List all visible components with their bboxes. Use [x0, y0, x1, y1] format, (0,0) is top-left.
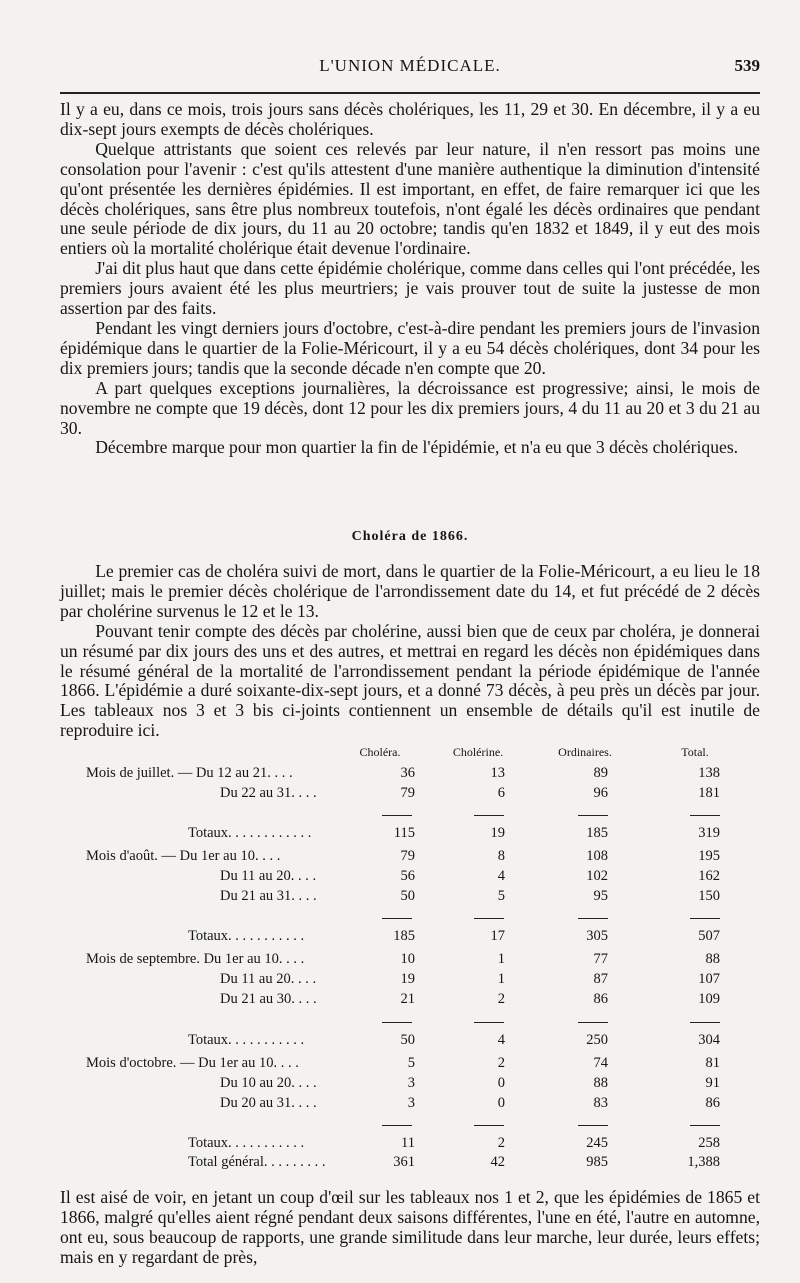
cell-ordinaires: 305 [586, 928, 608, 944]
paragraph: A part quelques exceptions journalières, la décroissance est progressive; ainsi, le mois de novembre ne compte que 19 décès, dont 12 pour les dix premiers jours, 4 du 11 au 20 et 3 du 21 au 30. [60, 377, 760, 438]
header-total: Total. [681, 745, 709, 759]
sum-rule [382, 918, 412, 919]
header-cholerine: Cholérine. [452, 745, 504, 759]
cell-cholerine: 42 [490, 1154, 505, 1170]
table-total-row [60, 928, 760, 948]
cell-cholerine: 8 [497, 848, 505, 864]
cell-ordinaires: 77 [593, 951, 608, 967]
cell-cholera: 19 [400, 971, 415, 987]
table-row [60, 1055, 760, 1075]
cell-cholerine: 17 [490, 928, 505, 944]
header-cholera: Choléra. [359, 745, 401, 759]
table-row [60, 991, 760, 1011]
cell-cholera: 50 [400, 888, 415, 904]
paragraph: Pouvant tenir compte des décès par cholérine, aussi bien que de ceux par choléra, je donnerai un résumé par dix jours des uns et des autres, et mettrai en regard les décès non épidémiques dans le résumé général de la mortalité de l'arrondissement pendant la période épidémique de l'année 1866. L'épidémie a duré soixante-dix-sept jours, et a donné 73 décès, à peu près un décès par jour. Les tableaux nos 3 et 3 bis ci-joints contiennent un ensemble de détails qu'il est inutile de reproduire ici. [60, 620, 760, 741]
cell-total: 507 [698, 928, 720, 944]
table-row [60, 888, 760, 908]
paragraph: Le premier cas de choléra suivi de mort, dans le quartier de la Folie-Méricourt, a eu lieu le 18 juillet; mais le premier décès cholérique de l'arrondissement date du 14, et fut précédé de 2 décès par cholérine survenus le 12 et le 13. [60, 561, 760, 621]
body-text-mid [60, 562, 760, 741]
journal-title: L'UNION MÉDICALE. [319, 56, 501, 75]
cell-cholera: 11 [401, 1135, 415, 1151]
cell-cholerine: 0 [497, 1095, 505, 1111]
sum-rule [578, 1022, 608, 1023]
cell-cholera: 5 [407, 1055, 415, 1071]
cell-cholerine: 2 [497, 991, 505, 1007]
sum-rule [690, 1125, 720, 1126]
paragraph: J'ai dit plus haut que dans cette épidémie cholérique, comme dans celles qui l'ont précédée, les premiers jours avaient été les plus meurtriers; je vais prouver tout de suite la justesse de mon assertion par des faits. [60, 258, 760, 319]
paragraph: Il y a eu, dans ce mois, trois jours sans décès cholériques, les 11, 29 et 30. En décembre, il y a eu dix-sept jours exempts de décès cholériques. [60, 99, 760, 139]
cell-total: 258 [698, 1135, 720, 1151]
cell-cholera: 79 [400, 848, 415, 864]
cell-cholerine: 6 [497, 785, 505, 801]
sum-rule [474, 1022, 504, 1023]
sum-rule [690, 815, 720, 816]
sum-rule [474, 815, 504, 816]
cell-ordinaires: 108 [586, 848, 608, 864]
cell-cholera: 79 [400, 785, 415, 801]
table-total-row [60, 1154, 760, 1174]
sum-rule [578, 1125, 608, 1126]
cell-total: 138 [698, 765, 720, 781]
cell-total: 195 [698, 848, 720, 864]
cell-ordinaires: 250 [586, 1032, 608, 1048]
cell-total: 88 [705, 951, 720, 967]
cell-total: 81 [705, 1055, 720, 1071]
cell-cholera: 361 [393, 1154, 415, 1170]
sum-rule [474, 918, 504, 919]
cell-total: 150 [698, 888, 720, 904]
table-row [60, 848, 760, 868]
page-header [60, 50, 760, 80]
row-label: Totaux. . . . . . . . . . . [188, 1032, 305, 1048]
table-total-row [60, 1032, 760, 1052]
cell-cholera: 50 [400, 1032, 415, 1048]
table-total-row [60, 825, 760, 845]
table-row [60, 951, 760, 971]
cell-ordinaires: 87 [593, 971, 608, 987]
sum-rule [578, 815, 608, 816]
sum-rule [382, 1022, 412, 1023]
cell-ordinaires: 96 [593, 785, 608, 801]
table-row [60, 868, 760, 888]
cell-cholera: 56 [400, 868, 415, 884]
cell-cholerine: 1 [497, 951, 505, 967]
sum-rule [382, 1125, 412, 1126]
cell-cholera: 36 [400, 765, 415, 781]
row-label: Mois d'août. — Du 1er au 10. . . . [86, 848, 281, 864]
table-header-row [60, 745, 760, 765]
row-range: Du 10 au 20. . . . [220, 1075, 317, 1091]
row-label: Total général. . . . . . . . . [188, 1154, 326, 1170]
cell-ordinaires: 86 [593, 991, 608, 1007]
header-ordinaires: Ordinaires. [558, 745, 612, 759]
cell-cholera: 3 [407, 1095, 415, 1111]
cell-cholera: 10 [400, 951, 415, 967]
row-label: Mois d'octobre. — Du 1er au 10. . . . [86, 1055, 299, 1071]
row-range: Du 11 au 20. . . . [220, 971, 317, 987]
cell-cholera: 21 [400, 991, 415, 1007]
row-range: Du 20 au 31. . . . [220, 1095, 317, 1111]
table-row [60, 765, 760, 785]
row-range: Du 11 au 20. . . . [220, 868, 317, 884]
cell-cholerine: 2 [497, 1055, 505, 1071]
cell-total: 304 [698, 1032, 720, 1048]
cell-total: 109 [698, 991, 720, 1007]
cell-total: 107 [698, 971, 720, 987]
cell-total: 181 [698, 785, 720, 801]
header-rule [60, 92, 760, 94]
cell-cholera: 185 [393, 928, 415, 944]
table-row [60, 971, 760, 991]
paragraph: Quelque attristants que soient ces relevés par leur nature, il n'en ressort pas moins une consolation pour l'avenir : c'est qu'ils attestent d'une manière authentique la diminution d'intensité qu'ont présentée les dernières épidémies. Il est important, en effet, de faire remarquer ici que les décès cholériques, sans être plus nombreux toutefois, n'ont égalé les décès ordinaires que pendant une seule période de dix jours, du 11 au 20 octobre; tandis qu'en 1832 et 1849, il y eut des mois entiers où la mortalité cholérique était devenue l'ordinaire. [60, 138, 760, 259]
cell-ordinaires: 89 [593, 765, 608, 781]
cell-ordinaires: 985 [586, 1154, 608, 1170]
cell-total: 319 [698, 825, 720, 841]
section-title: Choléra de 1866. [351, 529, 469, 544]
cell-ordinaires: 102 [586, 868, 608, 884]
table-row [60, 1075, 760, 1095]
sum-rule [474, 1125, 504, 1126]
cell-total: 86 [705, 1095, 720, 1111]
row-label: Mois de juillet. — Du 12 au 21. . . . [86, 765, 293, 781]
cell-ordinaires: 185 [586, 825, 608, 841]
cell-cholerine: 4 [497, 1032, 505, 1048]
sum-rule [578, 918, 608, 919]
cell-cholerine: 13 [490, 765, 505, 781]
paragraph: Décembre marque pour mon quartier la fin de l'épidémie, et n'a eu que 3 décès cholériques. [95, 437, 739, 458]
cell-cholera: 3 [407, 1075, 415, 1091]
cell-total: 162 [698, 868, 720, 884]
page-number: 539 [734, 56, 760, 75]
table-row [60, 1095, 760, 1115]
row-range: Du 21 au 30. . . . [220, 991, 317, 1007]
cell-ordinaires: 74 [593, 1055, 608, 1071]
cell-cholera: 115 [393, 825, 415, 841]
row-label: Totaux. . . . . . . . . . . . [188, 825, 312, 841]
body-text-bottom: Il est aisé de voir, en jetant un coup d'œil sur les tableaux nos 1 et 2, que les épidémies de 1865 et 1866, malgré qu'elles aient régné pendant deux saisons différentes, l'une en été, l'autre en automne, ont eu, sous beaucoup de rapports, une grande similitude dans leur marche, leur durée, leurs effets; mais en y regardant de près, [60, 1187, 760, 1267]
row-range: Du 22 au 31. . . . [220, 785, 317, 801]
cell-cholerine: 0 [497, 1075, 505, 1091]
cell-ordinaires: 83 [593, 1095, 608, 1111]
cell-total: 91 [705, 1075, 720, 1091]
sum-rule [690, 1022, 720, 1023]
cell-cholerine: 19 [490, 825, 505, 841]
cell-ordinaires: 95 [593, 888, 608, 904]
row-range: Du 21 au 31. . . . [220, 888, 317, 904]
sum-rule [382, 815, 412, 816]
paragraph: Pendant les vingt derniers jours d'octobre, c'est-à-dire pendant les premiers jours de l'invasion épidémique dans le quartier de la Folie-Méricourt, il y a eu 54 décès cholériques, dont 34 pour les dix premiers jours; tandis que la seconde décade n'en compte que 20. [60, 317, 760, 378]
row-label: Totaux. . . . . . . . . . . [188, 928, 305, 944]
sum-rule [690, 918, 720, 919]
row-label: Mois de septembre. Du 1er au 10. . . . [86, 951, 305, 967]
cell-ordinaires: 245 [586, 1135, 608, 1151]
row-label: Totaux. . . . . . . . . . . [188, 1135, 305, 1151]
cell-cholerine: 4 [497, 868, 505, 884]
cell-total: 1,388 [687, 1154, 720, 1170]
cell-cholerine: 1 [497, 971, 505, 987]
body-text-top [60, 100, 760, 458]
cell-cholerine: 2 [497, 1135, 505, 1151]
cell-ordinaires: 88 [593, 1075, 608, 1091]
table-total-row [60, 1135, 760, 1155]
table-row [60, 785, 760, 805]
cell-cholerine: 5 [497, 888, 505, 904]
